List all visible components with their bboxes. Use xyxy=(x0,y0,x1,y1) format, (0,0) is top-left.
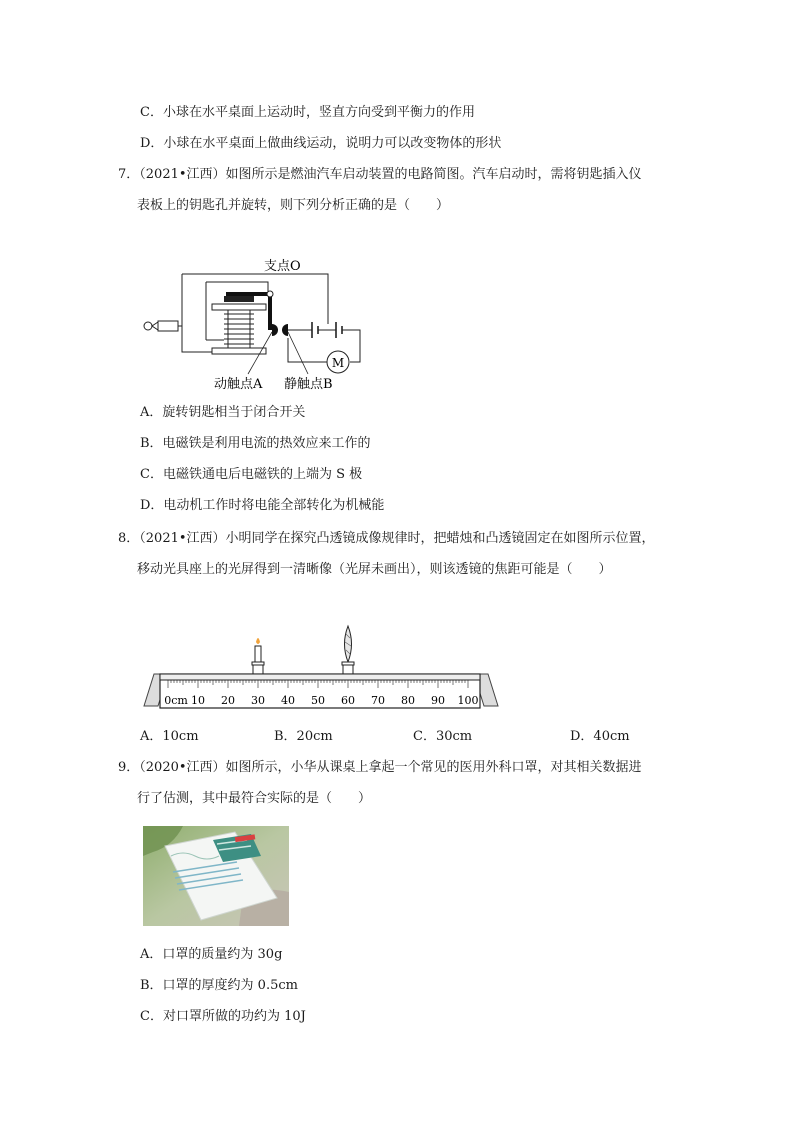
q8-stem-line2: 移动光具座上的光屏得到一清晰像（光屏未画出），则该透镜的焦距可能是（ ） xyxy=(137,562,612,577)
convex-lens xyxy=(342,626,354,674)
q9-option-c: C．对口罩所做的功约为 10J xyxy=(140,1009,306,1024)
q7-option-d: D．电动机工作时将电能全部转化为机械能 xyxy=(140,498,385,513)
key-icon xyxy=(144,321,182,352)
q7-stem-line2: 表板上的钥匙孔并旋转，则下列分析正确的是（ ） xyxy=(137,198,450,213)
q8-stem-line1: 8．（2021•江西）小明同学在探究凸透镜成像规律时，把蜡烛和凸透镜固定在如图所示位置， xyxy=(118,531,655,546)
q7-option-a: A．旋转钥匙相当于闭合开关 xyxy=(140,405,306,420)
candle xyxy=(252,638,264,674)
moving-contact-a xyxy=(272,324,278,336)
ruler-label: 20 xyxy=(221,694,235,707)
ruler-label: 50 xyxy=(311,694,325,707)
q7-circuit-diagram xyxy=(138,252,378,396)
q8-optical-bench xyxy=(138,622,500,714)
static-contact-b xyxy=(282,324,288,336)
q9-stem-line2: 行了估测，其中最符合实际的是（ ） xyxy=(137,791,372,806)
q7-option-b: B．电磁铁是利用电流的热效应来工作的 xyxy=(140,436,371,451)
ruler-label: 100 xyxy=(457,694,479,707)
q9-option-a: A．口罩的质量约为 30g xyxy=(140,947,283,962)
q8-option-a: A．10cm xyxy=(140,729,199,744)
contact-b-label: 静触点B xyxy=(284,377,333,392)
ruler-label: 0cm xyxy=(164,694,188,707)
ruler-label: 60 xyxy=(341,694,355,707)
electromagnet xyxy=(206,296,266,354)
q9-mask-photo xyxy=(143,826,289,926)
ruler-label: 10 xyxy=(191,694,205,707)
ruler-label: 70 xyxy=(371,694,385,707)
svg-text:M: M xyxy=(331,356,345,370)
q6-option-c: C．小球在水平桌面上运动时，竖直方向受到平衡力的作用 xyxy=(140,105,475,120)
q7-stem-line1: 7．（2021•江西）如图所示是燃油汽车启动装置的电路简图。汽车启动时，需将钥匙插入仪 xyxy=(118,167,642,182)
q6-option-d: D．小球在水平桌面上做曲线运动，说明力可以改变物体的形状 xyxy=(140,136,502,151)
ruler-label: 30 xyxy=(251,694,265,707)
pivot-label: 支点O xyxy=(264,259,301,274)
ruler-label: 80 xyxy=(401,694,415,707)
q8-option-c: C．30cm xyxy=(413,729,473,744)
q8-option-b: B．20cm xyxy=(274,729,333,744)
ruler-label: 40 xyxy=(281,694,295,707)
pivot-point xyxy=(267,291,273,297)
q9-stem-line1: 9．（2020•江西）如图所示，小华从课桌上拿起一个常见的医用外科口罩，对其相关数据进 xyxy=(118,760,642,775)
q9-option-b: B．口罩的厚度约为 0.5cm xyxy=(140,978,298,993)
contact-a-label: 动触点A xyxy=(214,377,263,392)
ruler-label: 90 xyxy=(431,694,445,707)
q7-option-c: C．电磁铁通电后电磁铁的上端为 S 极 xyxy=(140,467,363,482)
q8-option-d: D．40cm xyxy=(570,729,630,744)
